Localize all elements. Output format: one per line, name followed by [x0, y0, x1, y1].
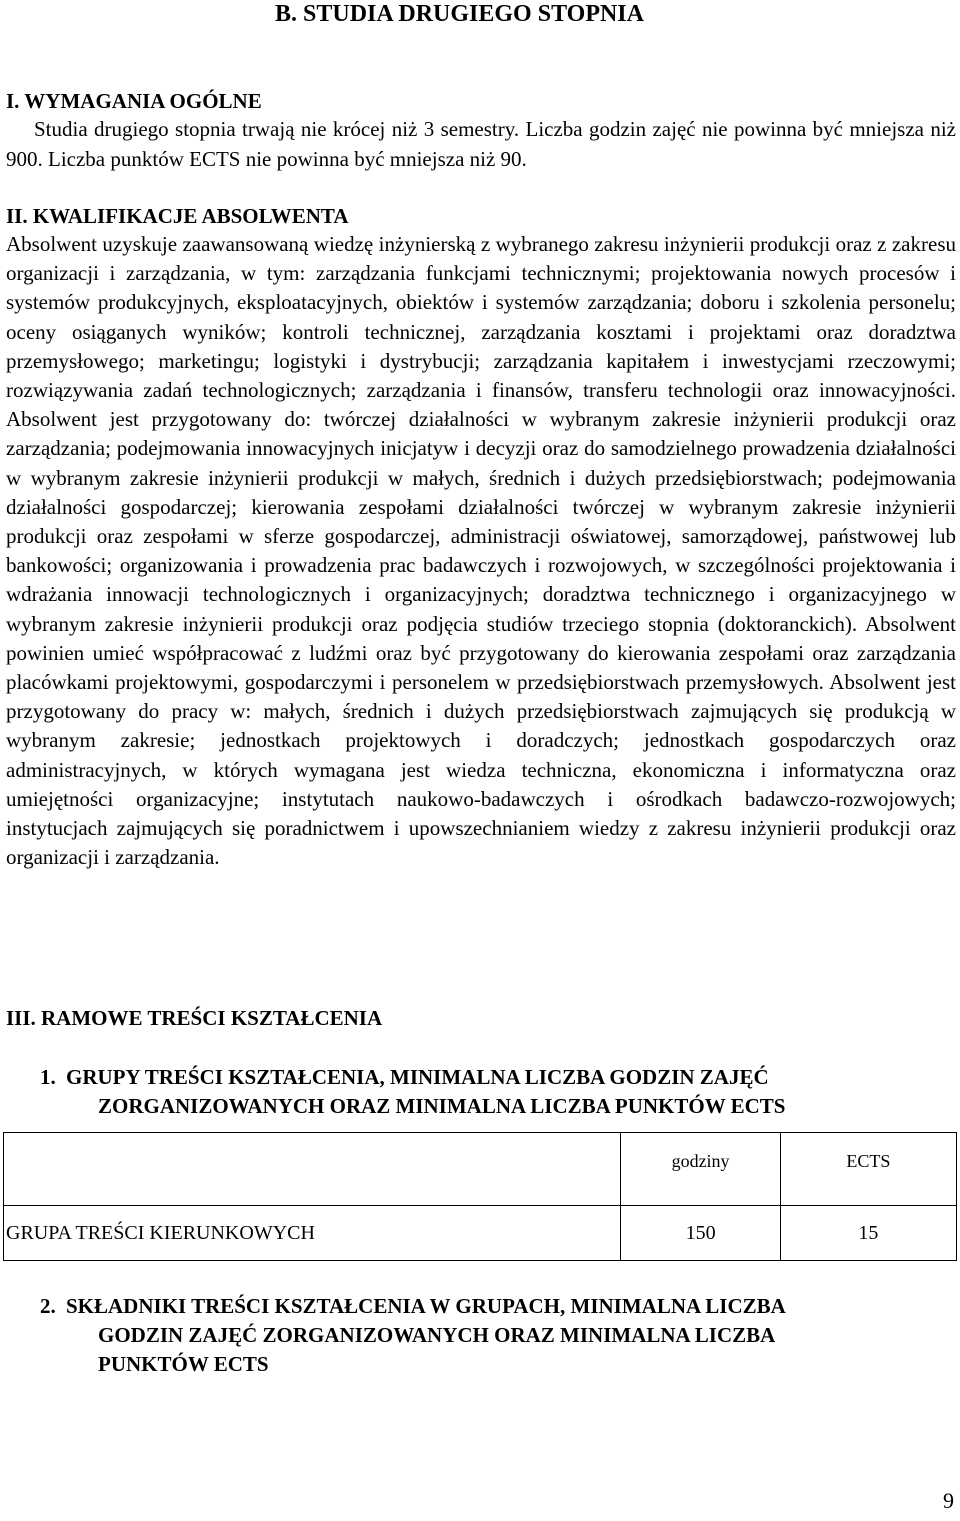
table-header-cell	[4, 1133, 621, 1206]
subsection-2-line-3: PUNKTÓW ECTS	[98, 1352, 269, 1376]
document-title: B. STUDIA DRUGIEGO STOPNIA	[275, 1, 644, 27]
subsection-2-line-1: SKŁADNIKI TREŚCI KSZTAŁCENIA W GRUPACH, MINIMALNA LICZBA	[66, 1294, 786, 1318]
table-cell: 15	[780, 1206, 956, 1261]
table-cell: GRUPA TREŚCI KIERUNKOWYCH	[4, 1206, 621, 1261]
section-2-text: Absolwent uzyskuje zaawansowaną wiedzę inżynierską z wybranego zakresu inżynierii produkcji oraz z zakresu organizacji i zarządzania, w tym: zarządzania funkcjami technicznymi; projektowania nowych procesów i systemów produkcyjnych, eksploatacyjnych, obiektów i systemów zarządzania; doboru i szkolenia personelu; oceny osiąganych wyników; kontroli technicznej, zarządzania kosztami i projektami oraz doradztwa przemysłowego; marketingu; logistyki i dystrybucji; zarządzania kapitałem i inwestycjami rzeczowymi; rozwiązywania zadań technologicznych; zarządzania i finansów, transferu technologii oraz innowacyjności. Absolwent jest przygotowany do: twórczej działalności w wybranym zakresie inżynierii produkcji oraz zarządzania; podejmowania innowacyjnych inicjatyw i decyzji oraz do samodzielnego prowadzenia działalności w wybranym zakresie inżynierii produkcji w małych, średnich i dużych przedsiębiorstwach; podejmowania działalności gospodarczej; kierowania zespołami działalności twórczej w wybranym zakresie inżynierii produkcji oraz zespołami w sferze gospodarczej, administracji oświatowej, samorządowej, państwowej lub bankowości; organizowania i prowadzenia prac badawczych i rozwojowych, w szczególności projektowania i wdrażania innowacji technologicznych i organizacyjnych; doradztwa technicznego i organizacyjnego w wybranym zakresie inżynierii produkcji oraz podjęcia studiów trzeciego stopnia (doktoranckich). Absolwent powinien umieć współpracować z ludźmi oraz być przygotowany do kierowania zespołami oraz zarządzania placówkami projektowymi, gospodarczymi i personelem w przedsiębiorstwach przemysłowych. Absolwent jest przygotowany do pracy w: małych, średnich i dużych przedsiębiorstwach zajmujących się produkcją w wybranym zakresie; jednostkach projektowych i doradczych; jednostkach gospodarczych oraz administracyjnych, w których wymagana jest wiedza techniczna, ekonomiczna i informatyczna oraz umiejętności organizacyjne; instytutach naukowo-badawczych i ośrodkach badawczo-rozwojowych; instytucjach zajmujących się poradnictwem i upowszechnianiem wiedzy z zakresu inżynierii produkcji oraz organizacji i zarządzania.	[6, 232, 956, 870]
page-number: 9	[943, 1488, 954, 1513]
subsection-1-line-2: ZORGANIZOWANYCH ORAZ MINIMALNA LICZBA PUNKTÓW ECTS	[98, 1094, 786, 1118]
table-row	[4, 1206, 957, 1261]
subsection-2-number: 2.	[40, 1294, 56, 1318]
table-header-cell: ECTS	[780, 1133, 956, 1206]
subsection-1-number: 1.	[40, 1065, 56, 1089]
subsection-2-line-2: GODZIN ZAJĘĆ ZORGANIZOWANYCH ORAZ MINIMALNA LICZBA	[98, 1323, 776, 1347]
subsection-2-heading	[40, 1292, 958, 1379]
section-1-heading: I. WYMAGANIA OGÓLNE	[6, 89, 262, 113]
table-cell: 150	[621, 1206, 780, 1261]
content-groups-table	[3, 1132, 957, 1261]
section-2-heading: II. KWALIFIKACJE ABSOLWENTA	[6, 204, 349, 228]
subsection-1-heading	[40, 1063, 958, 1121]
section-1-text: Studia drugiego stopnia trwają nie krócej niż 3 semestry. Liczba godzin zajęć nie powinna być mniejsza niż 900. Liczba punktów ECTS nie powinna być mniejsza niż 90.	[6, 117, 956, 171]
subsection-1-line-1: GRUPY TREŚCI KSZTAŁCENIA, MINIMALNA LICZBA GODZIN ZAJĘĆ	[66, 1065, 769, 1089]
table-header-cell: godziny	[621, 1133, 780, 1206]
table-header-row	[4, 1133, 957, 1206]
section-3-heading: III. RAMOWE TREŚCI KSZTAŁCENIA	[6, 1006, 383, 1030]
